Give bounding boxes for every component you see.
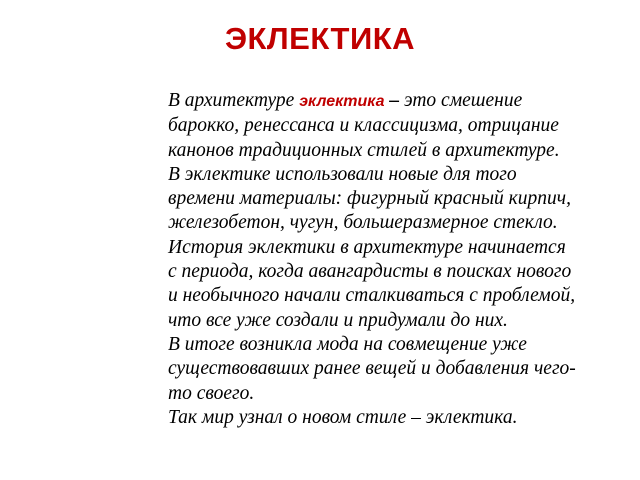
paragraph-1-line-1-rest: это смешение <box>403 90 523 111</box>
slide-body <box>168 89 623 430</box>
paragraph-3-line-3: и необычного начали сталкиваться с проблемой, <box>168 285 576 307</box>
paragraph-1-dash: – <box>384 90 404 111</box>
paragraph-2-line-2: времени материалы: фигурный красный кирпич, <box>168 188 571 210</box>
paragraph-1-line-2: барокко, ренессанса и классицизма, отрицание <box>168 115 559 137</box>
paragraph-3-line-4: что все уже создали и придумали до них. <box>168 309 508 331</box>
paragraph-1-line-1 <box>168 89 623 114</box>
highlighted-term: эклектика <box>299 93 385 110</box>
paragraph-2-line-1: В эклектике использовали новые для того <box>168 163 517 185</box>
slide-title: ЭКЛЕКТИКА <box>224 21 416 56</box>
paragraph-5-line-1: Так мир узнал о новом стиле – эклектика. <box>168 406 518 428</box>
paragraph-1-prefix: В архитектуре <box>168 90 300 111</box>
paragraph-4-line-1: В итоге возникла мода на совмещение уже <box>168 333 527 355</box>
paragraph-3-line-1: История эклектики в архитектуре начинается <box>168 236 566 258</box>
paragraph-4-line-2: существовавших ранее вещей и добавления чего- <box>168 358 576 380</box>
paragraph-2-line-3: железобетон, чугун, большеразмерное стекло. <box>168 212 558 234</box>
paragraph-4-line-3: то своего. <box>168 382 255 404</box>
paragraph-1-line-3: канонов традиционных стилей в архитектуре. <box>168 139 560 161</box>
paragraph-3-line-2: с периода, когда авангардисты в поисках нового <box>168 261 572 283</box>
